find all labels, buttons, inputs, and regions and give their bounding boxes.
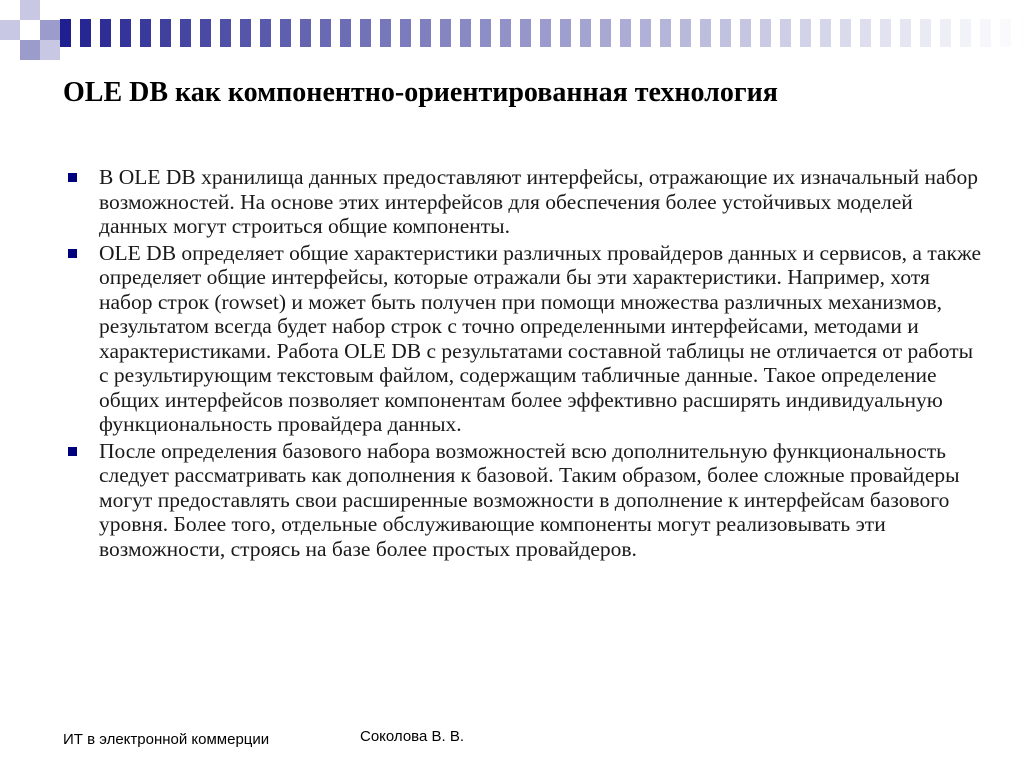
decor-square <box>20 0 40 20</box>
stripe-segment <box>120 19 131 47</box>
stripe-segment <box>1020 19 1024 47</box>
stripe-segment <box>780 19 791 47</box>
stripe-segment <box>540 19 551 47</box>
stripe-segment <box>920 19 931 47</box>
stripe-segment <box>900 19 911 47</box>
stripe-segment <box>660 19 671 47</box>
stripe-segment <box>480 19 491 47</box>
stripe-segment <box>180 19 191 47</box>
stripe-segment <box>440 19 451 47</box>
stripe-segment <box>160 19 171 47</box>
stripe-segment <box>280 19 291 47</box>
stripe-segment <box>720 19 731 47</box>
decor-square <box>0 20 20 40</box>
decor-square <box>20 40 40 60</box>
stripe-segment <box>240 19 251 47</box>
stripe-segment <box>320 19 331 47</box>
decor-square <box>0 0 20 20</box>
stripe-segment <box>260 19 271 47</box>
stripe-segment <box>700 19 711 47</box>
bullet-text: OLE DB определяет общие характеристики различных провайдеров данных и сервисов, а также определяет общие интерфейсы, которые отражали бы эти характеристики. Например, хотя набор строк (rowset) и может быть получен при помощи множества различных механизмов, результатом всегда будет набор строк с точно определенными интерфейсами, методами и характеристиками. Работа OLE DB с результатами составной таблицы не отличается от работы с результирующим текстовым файлом, содержащим табличные данные. Такое определение общих интерфейсов позволяет компонентам более эффективно расширять индивидуальную функциональность провайдера данных. <box>99 240 982 436</box>
bullet-text: В OLE DB хранилища данных предоставляют интерфейсы, отражающие их изначальный набор возможностей. На основе этих интерфейсов для обеспечения более устойчивых моделей данных могут строиться общие компоненты. <box>99 165 978 238</box>
stripe-segment <box>800 19 811 47</box>
stripe-segment <box>220 19 231 47</box>
stripe-segment <box>60 19 71 47</box>
slide-title: OLE DB как компонентно-ориентированная технология <box>63 77 778 108</box>
bullet-list <box>63 165 983 561</box>
list-item <box>63 439 983 562</box>
stripe-segment <box>360 19 371 47</box>
stripe-segment <box>420 19 431 47</box>
stripe-segment <box>460 19 471 47</box>
stripe-segment <box>300 19 311 47</box>
list-item <box>63 241 983 437</box>
stripe-segment <box>380 19 391 47</box>
stripe-segment <box>560 19 571 47</box>
decor-square <box>40 20 60 40</box>
stripe-segment <box>520 19 531 47</box>
stripe-segment <box>840 19 851 47</box>
decor-square <box>40 40 60 60</box>
stripe-segment <box>580 19 591 47</box>
square-bullet-icon <box>68 249 77 258</box>
stripe-segment <box>100 19 111 47</box>
square-bullet-icon <box>68 447 77 456</box>
stripe-segment <box>340 19 351 47</box>
stripe-segment <box>880 19 891 47</box>
stripe-segment <box>940 19 951 47</box>
footer-author: Соколова В. В. <box>360 728 465 745</box>
stripe-segment <box>980 19 991 47</box>
stripe-segment <box>960 19 971 47</box>
stripe-segment <box>1000 19 1011 47</box>
stripe-segment <box>640 19 651 47</box>
stripe-segment <box>500 19 511 47</box>
stripe-segment <box>820 19 831 47</box>
stripe-segment <box>760 19 771 47</box>
decor-square <box>20 20 40 40</box>
list-item <box>63 165 983 239</box>
stripe-segment <box>400 19 411 47</box>
stripe-segment <box>600 19 611 47</box>
stripe-segment <box>740 19 751 47</box>
stripe-segment <box>80 19 91 47</box>
stripe-segment <box>140 19 151 47</box>
bullet-text: После определения базового набора возможностей всю дополнительную функциональность следует рассматривать как дополнения к базовой. Таким образом, более сложные провайдеры могут предоставлять свои расширенные возможности в дополнение к интерфейсам базового уровня. Более того, отдельные обслуживающие компоненты могут реализовывать эти возможности, строясь на базе более простых провайдеров. <box>99 438 960 561</box>
square-bullet-icon <box>68 173 77 182</box>
decor-square <box>40 0 60 20</box>
footer-course-name: ИТ в электронной коммерции <box>63 731 270 748</box>
stripe-segment <box>620 19 631 47</box>
header-stripe-band <box>60 19 1024 47</box>
stripe-segment <box>680 19 691 47</box>
stripe-segment <box>860 19 871 47</box>
stripe-segment <box>200 19 211 47</box>
